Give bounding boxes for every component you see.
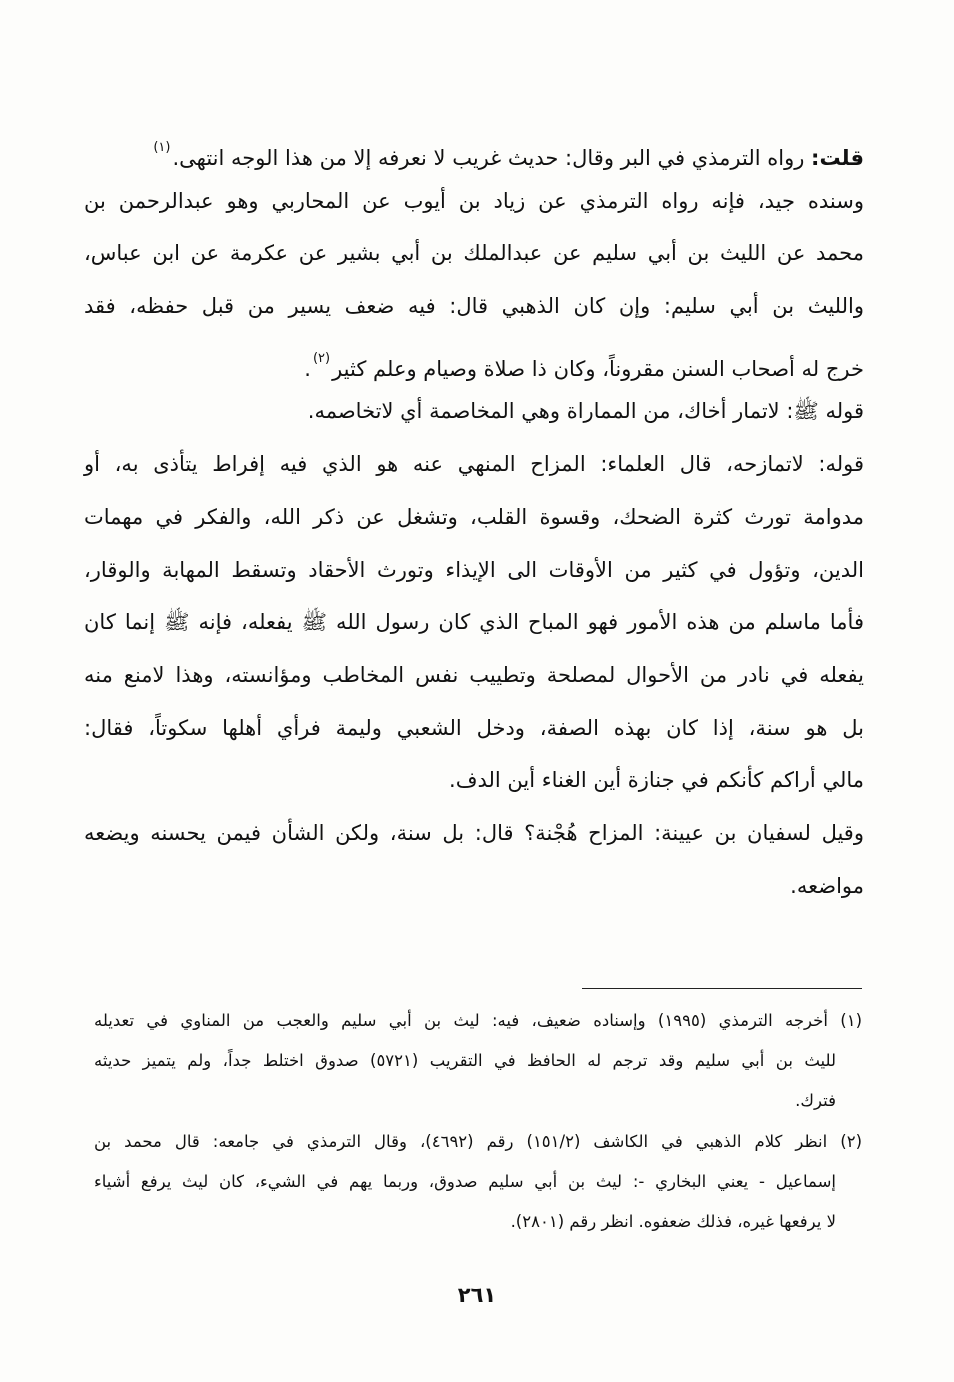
page-number: ٢٦١ <box>457 1283 497 1307</box>
footnotes <box>94 1001 862 1242</box>
paragraph-1-line-3: محمد عن الليث بن أبي سليم عن عبدالملك بن أبي بشير عن عكرمة عن ابن عباس، <box>84 241 864 266</box>
footnote-separator <box>582 988 862 989</box>
paragraph-1-line-5: خرج له أصحاب السنن مقروناً، وكان ذا صلاة وصيام وعلم كثير$^{(٢)}$. <box>304 350 864 381</box>
paragraph-3-line-7: مالي أراكم كأنكم في جنازة أين الغناء أين الدف. <box>449 768 864 793</box>
paragraph-2-line-1: قوله ﷺ: لاتمار أخاك، من المماراة وهي المخاصمة أي لاتخاصمه. <box>307 399 864 424</box>
footnote-ref-2[interactable]: (٢) <box>312 350 331 366</box>
footnote-1-line-3: فترك. <box>795 1091 836 1111</box>
main-text <box>84 122 864 912</box>
qultu-keyword: قلت: <box>811 146 864 170</box>
paragraph-3-line-2: مدوامة تورث كثرة الضحك، وقسوة القلب، وتشغل عن ذكر الله، والفكر في مهمات <box>84 504 864 529</box>
paragraph-3-line-5: يفعله في نادر من الأحوال لمصلحة وتطييب نفس المخاطب ومؤانسته، وهذا لامنع منه <box>84 662 864 687</box>
paragraph-3-line-6: بل هو سنة، إذا كان بهذه الصفة، ودخل الشعبي وليمة فرأي أهلها سكوتاً، فقال: <box>84 715 864 740</box>
paragraph-1-line-2: وسنده جيد، فإنه رواه الترمذي عن زياد بن أيوب عن المحاربي وهو عبدالرحمن بن <box>84 188 864 213</box>
paragraph-4-line-2: مواضعه. <box>790 873 864 898</box>
footnote-1-line-2: لليث بن أبي سليم وقد ترجم له الحافظ في التقريب (٥٧٢١) صدوق اختلط جداً، ولم يتميز حديثه <box>94 1051 836 1071</box>
footnote-2-line-3: لا يرفعها غيره، فذلك ضعفوه. انظر رقم (٢٨٠١). <box>510 1211 836 1231</box>
footnote-1-line-1: (١) أخرجه الترمذي (١٩٩٥) وإسناده ضعيف، فيه: ليث بن أبي سليم والعجب من المناوي في تعديله <box>94 1011 862 1030</box>
footnote-ref-1[interactable]: (١) <box>153 140 171 155</box>
paragraph-4-line-1: وقيل لسفيان بن عيينة: المزاح هُجْنة؟ قال: بل سنة، ولكن الشأن فيمن يحسنه ويضعه <box>84 820 864 845</box>
paragraph-1-line-4: والليث بن أبي سليم: وإن كان الذهبي قال: فيه ضعف يسير من قبل حفظه، فقد <box>84 294 864 319</box>
footnote-2-line-2: إسماعيل - يعني البخاري -: ليث بن أبي سليم صدوق، وربما يهم في الشيء، كان ليث يرفع أشياء <box>94 1171 836 1191</box>
paragraph-3-line-4: فأما ماسلم من هذه الأمور فهو المباح الذي كان رسول الله ﷺ يفعله، فإنه ﷺ إنما كان <box>84 610 864 635</box>
paragraph-3-line-1: قوله: لاتمازحه، قال العلماء: المزاح المنهي عنه هو الذي فيه إفراط يتأذى به، أو <box>84 452 864 477</box>
footnote-2-line-1: (٢) انظر كلام الذهبي في الكاشف (١٥١/٢) رقم (٤٦٩٢)، وقال الترمذي في جامعه: قال محمد بن <box>94 1131 863 1151</box>
paragraph-1-line-1: قلت: رواه الترمذي في البر وقال: حديث غريب لا نعرفه إلا من هذا الوجه انتهى.$^{(١)}$ <box>153 140 864 170</box>
paragraph-3-line-3: الدين، وتؤول في كثير من الأوقات الى الإيذاء وتورث الأحقاد وتسقط المهابة والوقار، <box>84 557 864 582</box>
